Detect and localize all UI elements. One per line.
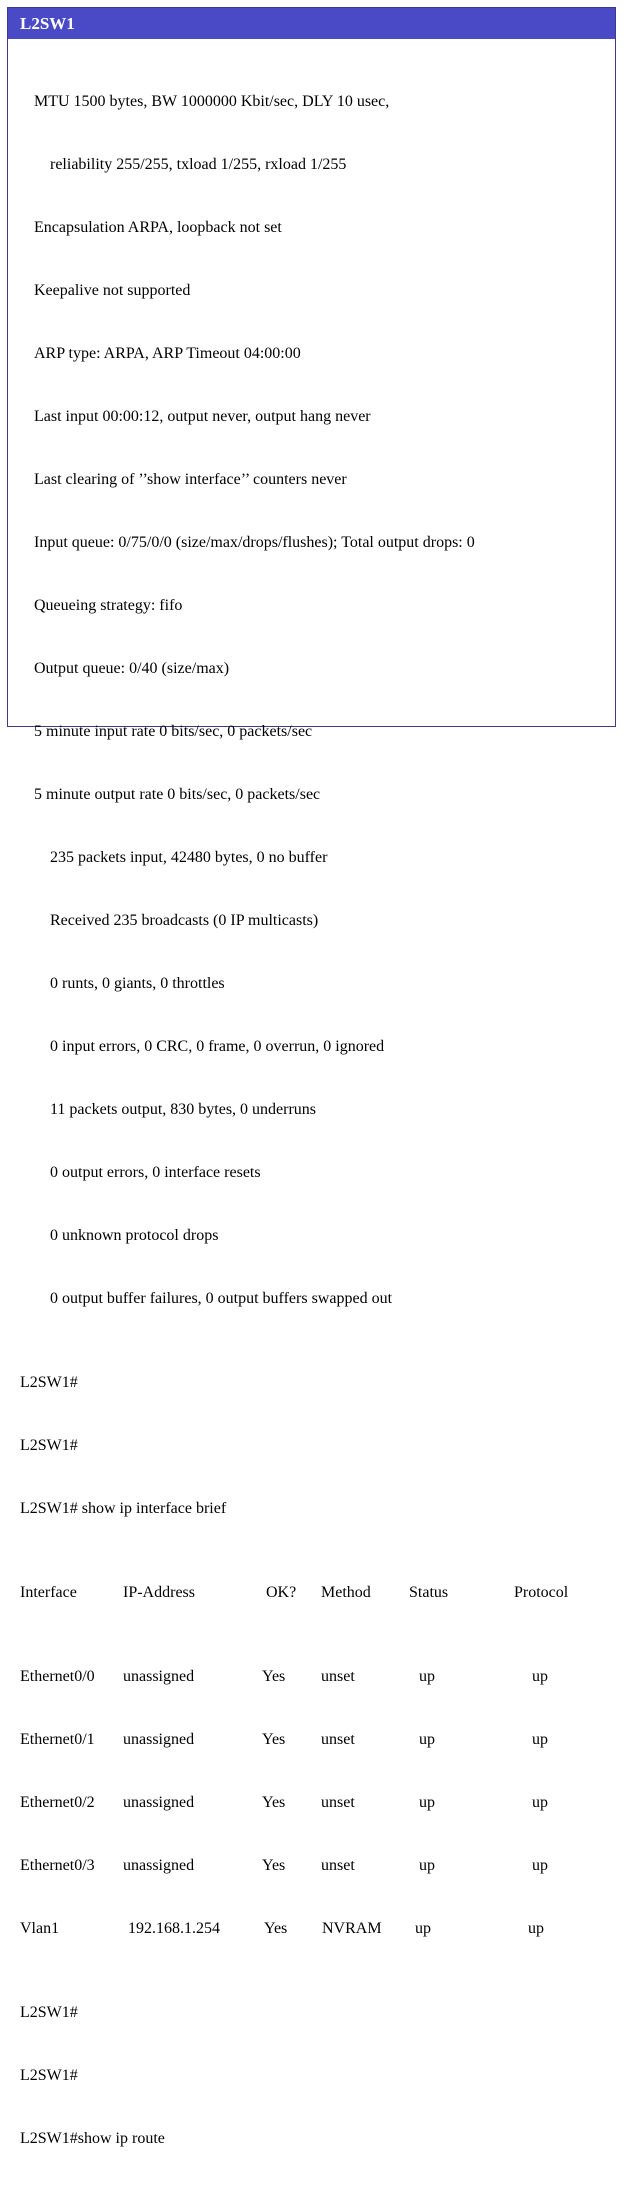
cell-method: unset [321, 1857, 355, 1874]
output-line: 5 minute output rate 0 bits/sec, 0 packets/sec [34, 786, 321, 803]
cell-method: unset [321, 1731, 355, 1748]
cell-method: NVRAM [322, 1920, 382, 1937]
cli-command: L2SW1# show ip interface brief [20, 1500, 227, 1517]
interface-table-header [20, 1582, 616, 1603]
output-line: 0 runts, 0 giants, 0 throttles [50, 975, 225, 992]
output-line: Received 235 broadcasts (0 IP multicasts) [50, 912, 319, 929]
cell-interface: Ethernet0/1 [20, 1731, 95, 1748]
output-line: 0 unknown protocol drops [50, 1227, 219, 1244]
column-header-interface: Interface [20, 1584, 77, 1601]
cell-method: unset [321, 1794, 355, 1811]
cell-ok: Yes [262, 1857, 286, 1874]
output-line: 11 packets output, 830 bytes, 0 underruns [50, 1101, 317, 1118]
output-line: Last input 00:00:12, output never, output hang never [34, 408, 371, 425]
table-row [20, 1666, 616, 1687]
output-line: Keepalive not supported [34, 282, 191, 299]
output-line: reliability 255/255, txload 1/255, rxload 1/255 [50, 156, 347, 173]
column-header-ok: OK? [266, 1584, 297, 1601]
output-line: MTU 1500 bytes, BW 1000000 Kbit/sec, DLY 10 usec, [34, 93, 390, 110]
cli-prompt: L2SW1# [20, 1437, 78, 1454]
cell-interface: Ethernet0/2 [20, 1794, 95, 1811]
output-line: 0 output buffer failures, 0 output buffers swapped out [50, 1290, 393, 1307]
cell-protocol: up [528, 1920, 544, 1937]
console-output[interactable] [20, 49, 616, 2191]
output-line: 5 minute input rate 0 bits/sec, 0 packets/sec [34, 723, 313, 740]
cell-status: up [419, 1731, 435, 1748]
table-row [20, 1729, 616, 1750]
cell-protocol: up [532, 1794, 548, 1811]
cell-ip-address: unassigned [123, 1857, 195, 1874]
cell-interface: Vlan1 [20, 1920, 60, 1937]
column-header-ip-address: IP-Address [123, 1584, 195, 1601]
cell-status: up [419, 1857, 435, 1874]
output-line: 0 output errors, 0 interface resets [50, 1164, 261, 1181]
output-line: 235 packets input, 42480 bytes, 0 no buffer [50, 849, 328, 866]
cell-method: unset [321, 1668, 355, 1685]
column-header-status: Status [409, 1584, 449, 1601]
output-line: Output queue: 0/40 (size/max) [34, 660, 230, 677]
cell-interface: Ethernet0/0 [20, 1668, 95, 1685]
cell-status: up [415, 1920, 431, 1937]
column-header-protocol: Protocol [514, 1584, 569, 1601]
cell-protocol: up [532, 1731, 548, 1748]
terminal-window [7, 7, 616, 2147]
cell-ip-address: unassigned [123, 1668, 195, 1685]
cli-prompt: L2SW1# [20, 1374, 78, 1391]
output-line: 0 input errors, 0 CRC, 0 frame, 0 overrun, 0 ignored [50, 1038, 385, 1055]
column-header-method: Method [321, 1584, 371, 1601]
cell-ip-address: unassigned [123, 1794, 195, 1811]
cell-ok: Yes [262, 1731, 286, 1748]
window-title-bar [8, 8, 615, 39]
output-line: ARP type: ARPA, ARP Timeout 04:00:00 [34, 345, 301, 362]
table-row [20, 1792, 616, 1813]
cli-prompt: L2SW1# [20, 2004, 78, 2021]
cell-ip-address: unassigned [123, 1731, 195, 1748]
cli-command: L2SW1#show ip route [20, 2130, 165, 2147]
output-line: Input queue: 0/75/0/0 (size/max/drops/flushes); Total output drops: 0 [34, 534, 475, 551]
cell-status: up [419, 1668, 435, 1685]
cell-status: up [419, 1794, 435, 1811]
table-row [20, 1855, 616, 1876]
output-line: Last clearing of ’’show interface’’ counters never [34, 471, 347, 488]
window-title: L2SW1 [20, 14, 75, 33]
cli-prompt: L2SW1# [20, 2067, 78, 2084]
table-row [20, 1918, 616, 1939]
cell-protocol: up [532, 1668, 548, 1685]
cell-ok: Yes [262, 1794, 286, 1811]
cell-protocol: up [532, 1857, 548, 1874]
output-line: Encapsulation ARPA, loopback not set [34, 219, 282, 236]
cell-ok: Yes [262, 1668, 286, 1685]
cell-ip-address: 192.168.1.254 [128, 1920, 220, 1937]
output-line: Queueing strategy: fifo [34, 597, 183, 614]
cell-interface: Ethernet0/3 [20, 1857, 95, 1874]
cell-ok: Yes [264, 1920, 288, 1937]
